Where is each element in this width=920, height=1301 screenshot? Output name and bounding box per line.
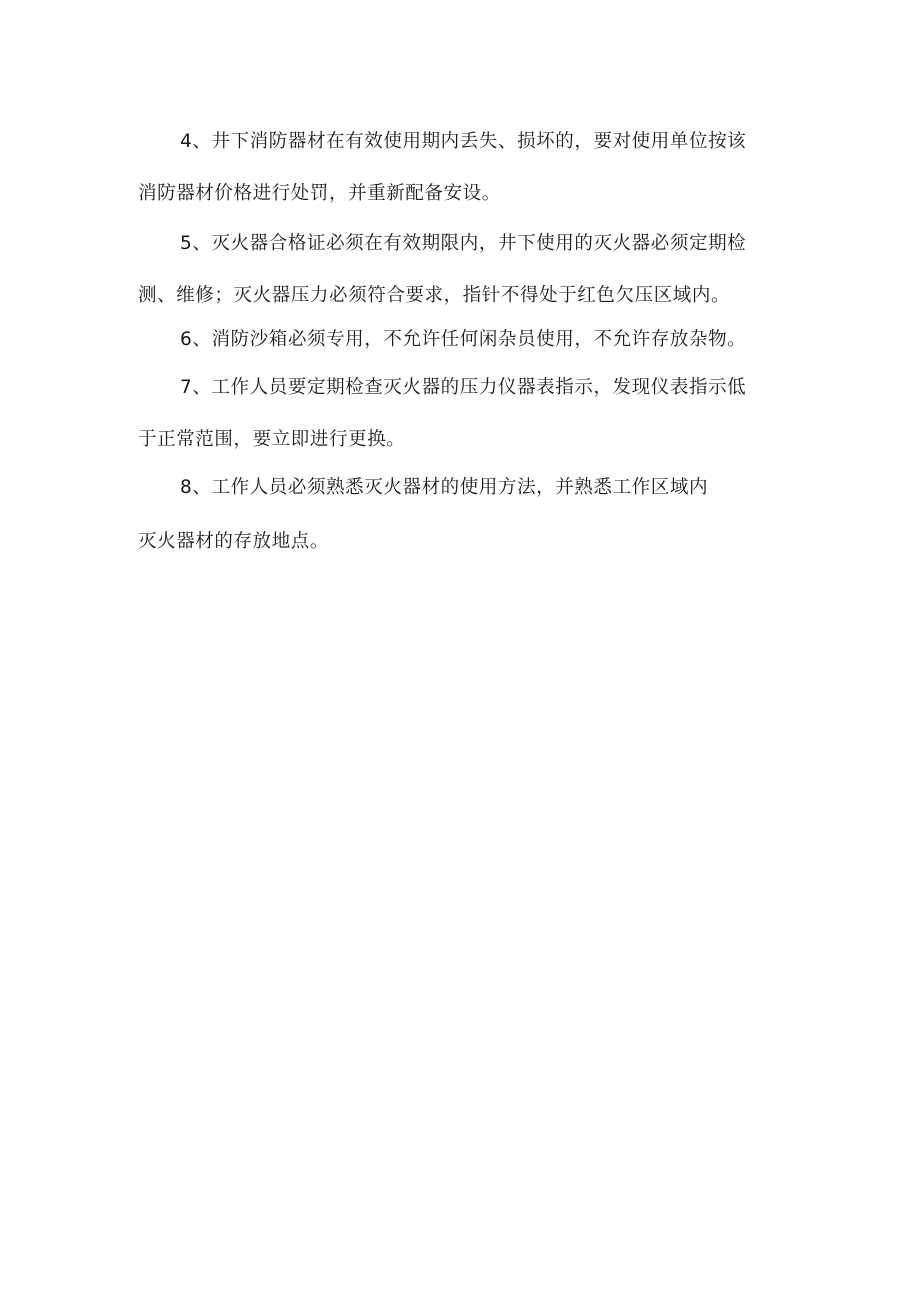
paragraph-line: 于正常范围，要立即进行更换。 — [138, 429, 406, 450]
paragraph-item-8-continuation — [138, 516, 788, 568]
paragraph-line: 4、井下消防器材在有效使用期内丢失、损坏的，要对使用单位按该 — [180, 131, 747, 152]
paragraph-item-6 — [138, 314, 788, 366]
paragraph-item-4 — [138, 116, 788, 220]
paragraph-line: 6、消防沙箱必须专用，不允许任何闲杂员使用，不允许存放杂物。 — [180, 329, 747, 350]
paragraph-line: 8、工作人员必须熟悉灭火器材的使用方法，并熟悉工作区域内 — [180, 477, 709, 498]
paragraph-line: 灭火器材的存放地点。 — [138, 531, 330, 552]
paragraph-line: 5、灭火器合格证必须在有效期限内，井下使用的灭火器必须定期检 — [180, 233, 747, 254]
paragraph-line: 7、工作人员要定期检查灭火器的压力仪器表指示，发现仪表指示低 — [180, 377, 747, 398]
paragraph-item-7 — [138, 362, 788, 466]
paragraph-item-5 — [138, 218, 788, 322]
paragraph-line: 消防器材价格进行处罚，并重新配备安设。 — [138, 183, 501, 204]
paragraph-item-8 — [138, 462, 788, 514]
paragraph-line: 测、维修；灭火器压力必须符合要求，指针不得处于红色欠压区域内。 — [138, 285, 731, 306]
